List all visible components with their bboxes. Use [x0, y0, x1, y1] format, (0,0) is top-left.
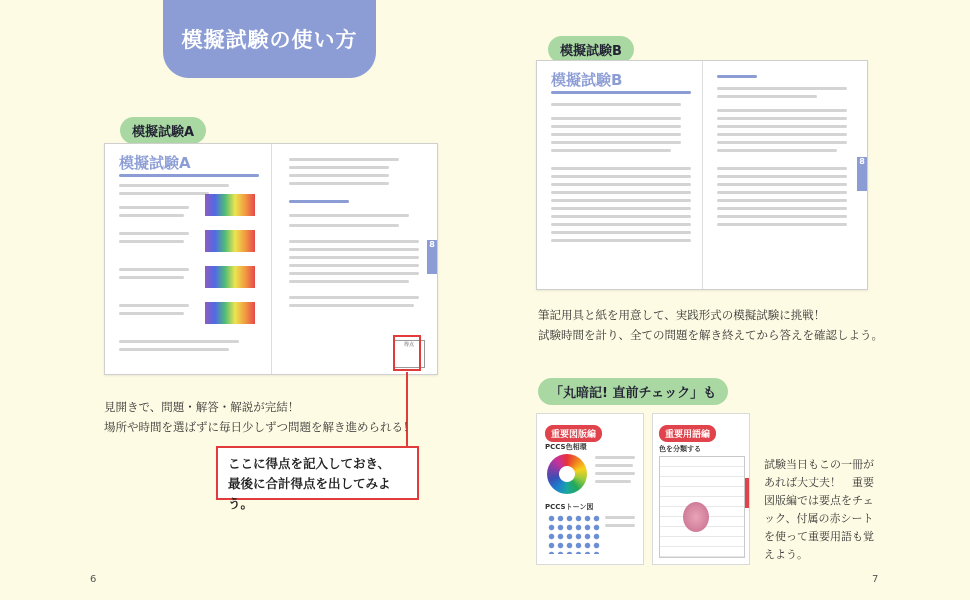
- callout-line-2: 最後に合計得点を出してみよう。: [228, 476, 391, 511]
- section-label-b-text: 模擬試験B: [560, 44, 622, 59]
- callout-line-1: ここに得点を記入しておき、: [228, 456, 391, 471]
- text-line: [551, 167, 691, 170]
- text-line: [717, 95, 817, 98]
- sheet-figures-head-1: PCCS色相環: [545, 443, 587, 451]
- caption-a-line-2: 場所や時間を選ばずに毎日少しずつ問題を解き進められる！: [104, 420, 415, 434]
- answer-heading-rule: [289, 200, 349, 203]
- text-line: [551, 199, 691, 202]
- caption-a-line-1: 見開きで、問題・解答・解説が完結！: [104, 400, 300, 414]
- text-line: [289, 272, 419, 275]
- caption-c-line-1: 試験当日もこの一冊が: [764, 458, 874, 471]
- text-line: [605, 516, 635, 519]
- text-line: [551, 207, 691, 210]
- text-line: [119, 240, 184, 243]
- text-line: [289, 240, 419, 243]
- page-number-left: 6: [90, 574, 97, 585]
- text-line: [595, 480, 631, 483]
- text-line: [717, 175, 847, 178]
- caption-c-line-6: えよう。: [764, 548, 808, 561]
- text-line: [717, 125, 847, 128]
- sheet-figures: [536, 413, 644, 565]
- spectrum-graph: [205, 194, 255, 216]
- text-line: [119, 232, 189, 235]
- spectrum-graph: [205, 266, 255, 288]
- text-line: [551, 149, 671, 152]
- text-line: [551, 231, 691, 234]
- text-line: [289, 304, 414, 307]
- color-wheel-center: [559, 466, 575, 482]
- text-line: [289, 224, 399, 227]
- book-spread-a: [104, 143, 438, 375]
- text-line: [551, 133, 681, 136]
- text-line: [119, 206, 189, 209]
- sheet-terms-tag-wrap: [659, 422, 716, 442]
- text-line: [289, 280, 409, 283]
- book-title-a: 模擬試験A: [119, 154, 191, 172]
- sheet-figures-tag-wrap: [545, 422, 602, 442]
- text-line: [551, 175, 691, 178]
- text-line: [595, 472, 635, 475]
- text-line: [717, 109, 847, 112]
- text-line: [595, 464, 633, 467]
- text-line: [717, 117, 847, 120]
- caption-c-line-2: あれば大丈夫！ 重要: [764, 476, 874, 489]
- text-line: [717, 223, 847, 226]
- spectrum-graph: [205, 230, 255, 252]
- text-line: [717, 207, 847, 210]
- side-tab-b: 8: [857, 157, 867, 191]
- score-callout: [216, 446, 419, 511]
- caption-b-line-1: 筆記用具と紙を用意して、実践形式の模擬試験に挑戦！: [538, 308, 826, 322]
- text-line: [289, 296, 419, 299]
- page-number-right: 7: [872, 574, 879, 585]
- section-label-a-text: 模擬試験A: [132, 125, 195, 140]
- side-tab-a: 8: [427, 240, 437, 274]
- sheet-terms-head: 色を分類する: [659, 445, 701, 453]
- text-line: [289, 158, 399, 161]
- title-rule: [119, 174, 259, 177]
- sheet-terms-tag: 重要用語編: [659, 425, 716, 442]
- book-title-b: 模擬試験B: [551, 71, 623, 89]
- text-line: [289, 174, 389, 177]
- score-box-label: 得点: [403, 342, 414, 348]
- text-line: [551, 117, 681, 120]
- page-title-tab: [163, 0, 376, 78]
- question-heading-rule: [717, 75, 757, 78]
- text-line: [289, 214, 409, 217]
- book-spread-b: [536, 60, 868, 290]
- section-label-c-text: 「丸暗記! 直前チェック」も: [550, 386, 717, 401]
- caption-c-line-4: ック、付属の赤シート: [764, 512, 874, 525]
- text-line: [119, 184, 229, 187]
- text-line: [717, 149, 837, 152]
- caption-c-line-5: を使って重要用語も覚: [764, 530, 874, 543]
- pink-figure: [683, 502, 709, 532]
- text-line: [289, 182, 389, 185]
- text-line: [119, 304, 189, 307]
- caption-a: [104, 397, 415, 437]
- text-line: [119, 192, 209, 195]
- sheet-terms: [652, 413, 750, 565]
- tone-diagram: [547, 514, 601, 554]
- text-line: [289, 166, 389, 169]
- text-line: [595, 456, 635, 459]
- sheet-figures-tag: 重要図版編: [545, 425, 602, 442]
- red-tab: [745, 478, 749, 508]
- text-line: [717, 191, 847, 194]
- spectrum-graph: [205, 302, 255, 324]
- text-line: [717, 87, 847, 90]
- text-line: [119, 214, 184, 217]
- spread-gutter: [702, 61, 703, 289]
- text-line: [289, 256, 419, 259]
- caption-b-line-2: 試験時間を計り、全ての問題を解き終えてから答えを確認しよう。: [538, 328, 883, 342]
- text-line: [551, 183, 691, 186]
- text-line: [717, 133, 847, 136]
- text-line: [717, 167, 847, 170]
- text-line: [551, 239, 691, 242]
- text-line: [551, 191, 691, 194]
- text-line: [119, 276, 184, 279]
- caption-b: [538, 305, 883, 345]
- section-label-a: [120, 117, 206, 144]
- sheet-figures-head-2: PCCSトーン図: [545, 503, 594, 511]
- text-line: [717, 199, 847, 202]
- caption-c: [764, 456, 874, 564]
- text-line: [119, 340, 239, 343]
- caption-c-line-3: 図版編では要点をチェ: [764, 494, 874, 507]
- page-title: 模擬試験の使い方: [181, 28, 358, 52]
- text-line: [717, 183, 847, 186]
- text-line: [717, 141, 847, 144]
- text-line: [289, 264, 419, 267]
- text-line: [551, 125, 681, 128]
- text-line: [551, 223, 691, 226]
- text-line: [119, 312, 184, 315]
- text-line: [551, 141, 681, 144]
- text-line: [551, 215, 691, 218]
- title-rule: [551, 91, 691, 94]
- score-box-highlight: [393, 335, 421, 371]
- section-label-c: [538, 378, 728, 405]
- text-line: [289, 248, 419, 251]
- text-line: [119, 268, 189, 271]
- spread-gutter: [271, 144, 272, 374]
- text-line: [119, 348, 229, 351]
- section-label-b: [548, 36, 634, 63]
- text-line: [551, 103, 681, 106]
- text-line: [717, 215, 847, 218]
- text-line: [605, 524, 635, 527]
